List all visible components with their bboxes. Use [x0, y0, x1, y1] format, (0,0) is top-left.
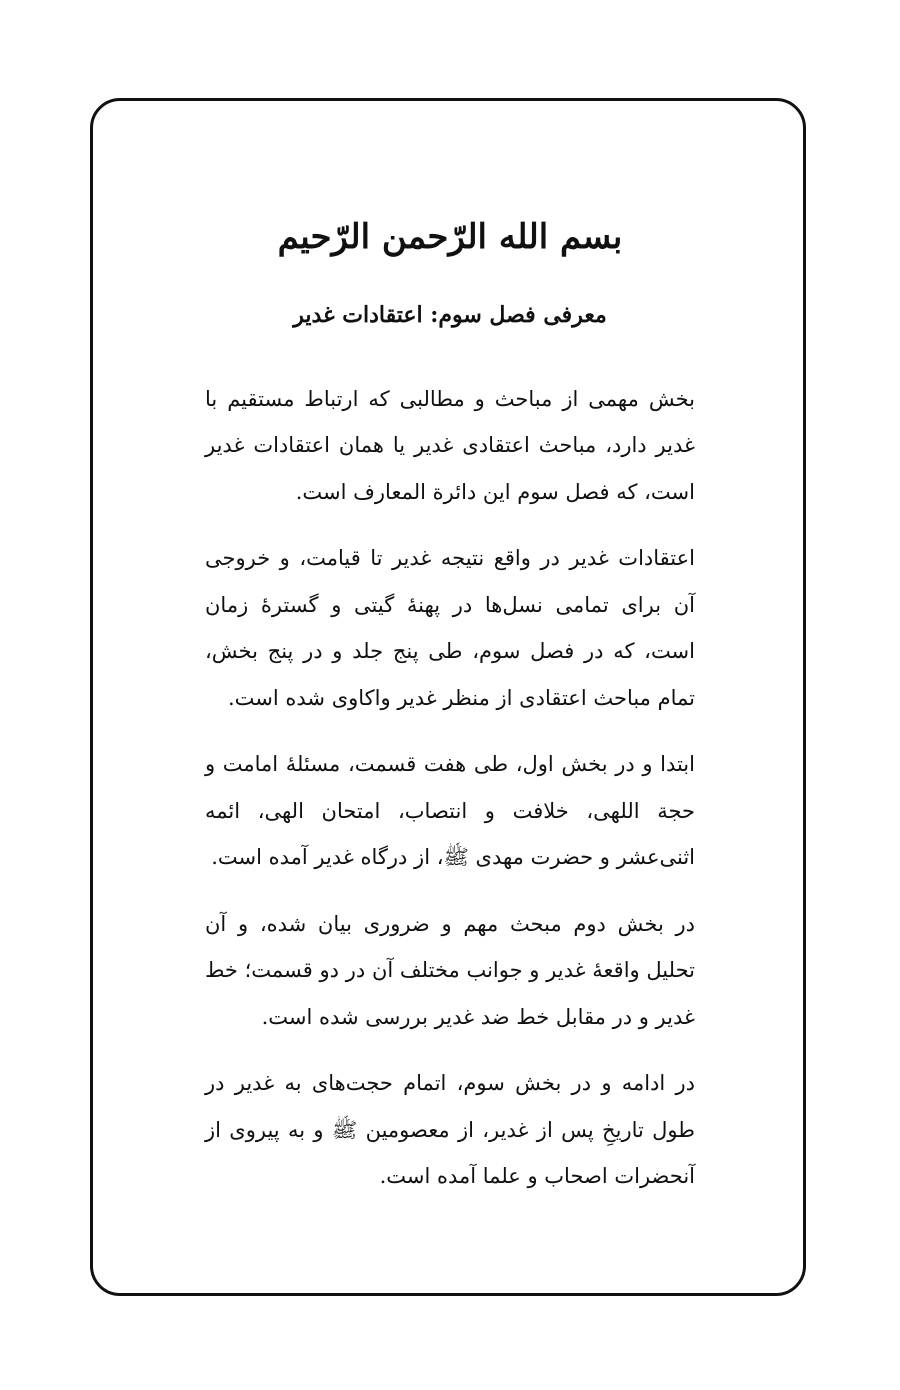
page-content [205, 215, 695, 1220]
paragraph-5: در ادامه و در بخش سوم، اتمام حجت‌های به غدیر در طول تاریخِ پس از غدیر، از معصومین ﷺ و به پیروی از آنحضرات اصحاب و علما آمده است. [205, 1071, 695, 1189]
section-title: معرفی فصل سوم: اعتقادات غدیر [293, 302, 607, 329]
paragraph-1: بخش مهمی از مباحث و مطالبی که ارتباط مستقیم با غدیر دارد، مباحث اعتقادی غدیر یا همان اعتقادات غدیر است، که فصل سوم این دائرة المعارف است. [205, 386, 695, 504]
basmala-heading: بسم الله الرّحمن الرّحيم [277, 217, 623, 257]
paragraph-2: اعتقادات غدیر در واقع نتیجه غدیر تا قیامت، و خروجی آن برای تمامی نسل‌ها در پهنۀ گیتی و گسترۀ زمان است، که در فصل سوم، طی پنج جلد و در پنج بخش، تمام مباحث اعتقادی از منظر غدیر واکاوی شده است. [205, 546, 695, 710]
paragraph-4: در بخش دوم مبحث مهم و ضروری بیان شده، و آن تحلیل واقعۀ غدیر و جوانب مختلف آن در دو قسمت؛ خط غدیر و در مقابل خط ضد غدیر بررسی شده است. [205, 911, 695, 1029]
paragraph-3: ابتدا و در بخش اول، طی هفت قسمت، مسئلۀ امامت و حجة اللهی، خلافت و انتصاب، امتحان الهی، ائمه اثنی‌عشر و حضرت مهدی ﷺ، از درگاه غدیر آمده است. [205, 752, 695, 870]
